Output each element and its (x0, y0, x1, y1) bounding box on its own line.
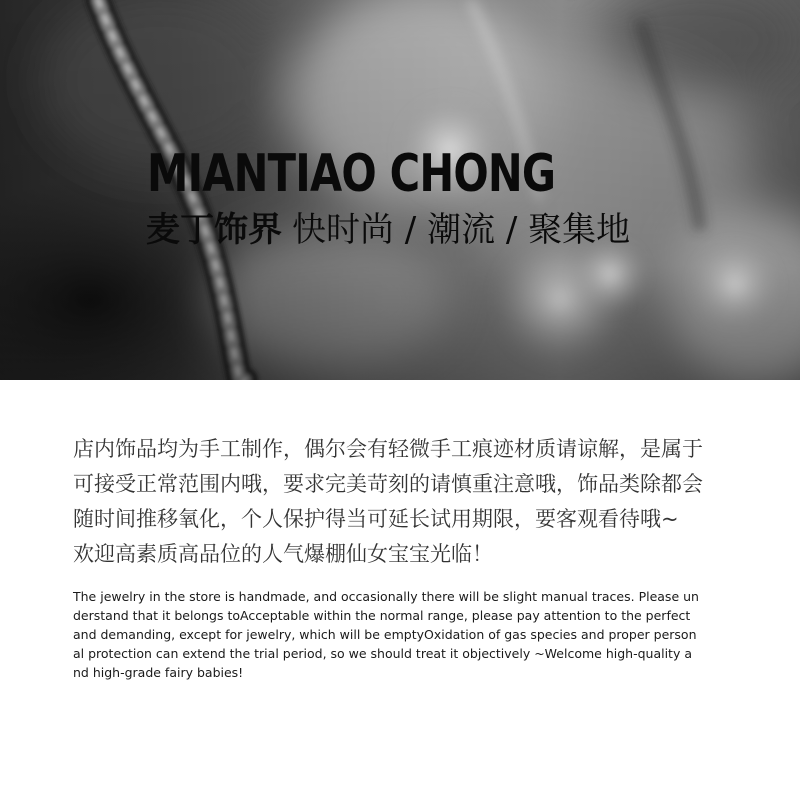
banner-subtitle (146, 206, 630, 254)
description-cn-line: 随时间推移氧化，个人保护得当可延长试用期限，要客观看待哦~ (73, 507, 679, 531)
description-en-line: nd high-grade fairy babies! (73, 665, 244, 680)
description-cn-line: 可接受正常范围内哦，要求完美苛刻的请慎重注意哦，饰品类除都会 (73, 472, 703, 496)
banner-title: MIANTIAO CHONG (147, 144, 556, 204)
banner-tagline: 快时尚 / 潮流 / 聚集地 (292, 210, 631, 250)
description-en-line: and demanding, except for jewelry, which will be emptyOxidation of gas species and proper person (73, 627, 697, 642)
description-en-line: derstand that it belongs toAcceptable within the normal range, please pay attention to the perfect (73, 608, 691, 623)
description-english (73, 587, 743, 682)
hero-banner (0, 0, 800, 380)
description-cn-line: 店内饰品均为手工制作，偶尔会有轻微手工痕迹材质请谅解，是属于 (73, 437, 703, 461)
description-chinese (73, 432, 743, 572)
description-en-line: al protection can extend the trial period, so we should treat it objectively ~Welcome high-quality a (73, 646, 692, 661)
description-cn-line: 欢迎高素质高品位的人气爆棚仙女宝宝光临！ (73, 542, 493, 566)
description-en-line: The jewelry in the store is handmade, and occasionally there will be slight manual traces. Please un (73, 589, 699, 604)
banner-brand-name: 麦丁饰界 (146, 210, 282, 250)
